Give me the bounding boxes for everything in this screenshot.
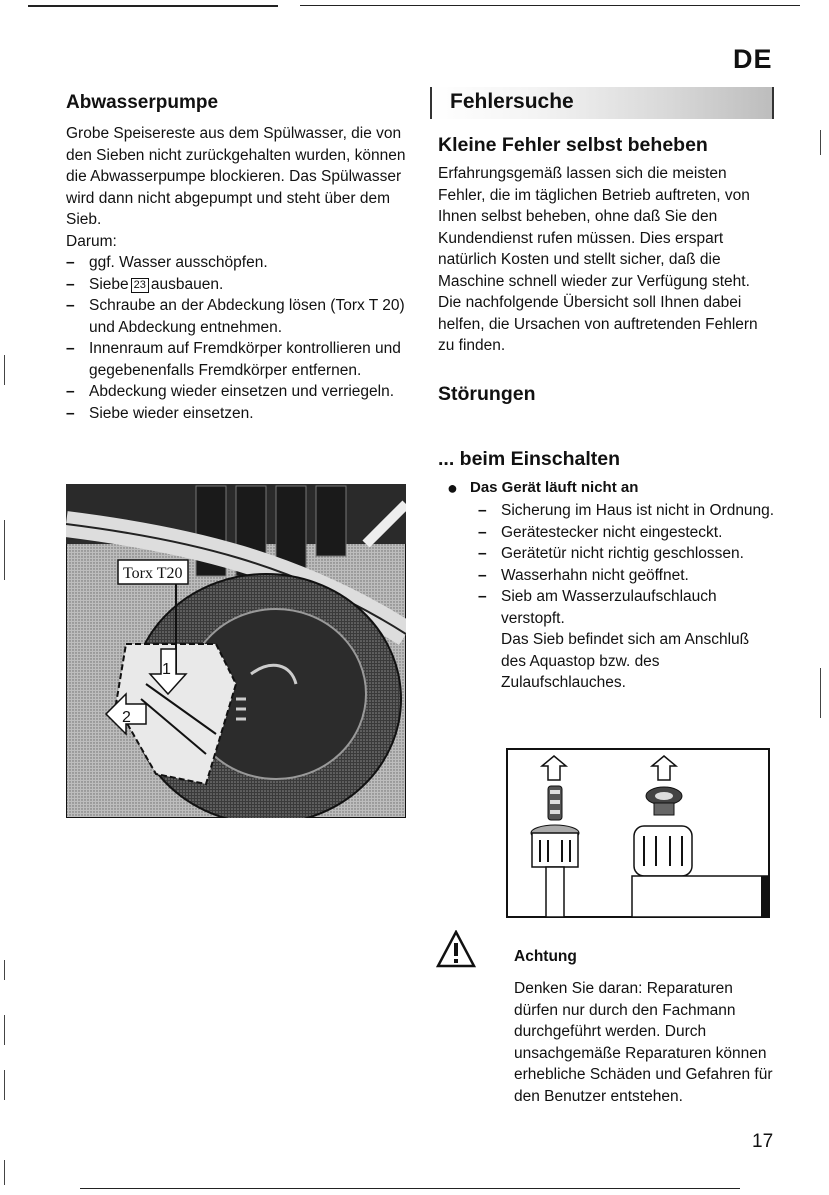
cause-list-container [478, 500, 778, 694]
margin-mark [820, 130, 821, 155]
margin-mark [820, 668, 821, 718]
list-item: – Abdeckung wieder einsetzen und verriegeln. [66, 381, 411, 403]
margin-mark [4, 1015, 5, 1045]
margin-mark [4, 520, 5, 580]
list-item: – Siebe wieder einsetzen. [66, 403, 411, 425]
intro-paragraph-right: Erfahrungsgemäß lassen sich die meisten Fehler, die im täglichen Betrieb auftreten, von Ihnen selbst beheben, ohne daß Sie den Kundendienst rufen müssen. Dies erspart natürlich Kosten und stellt sicher, daß die Maschine schnell wieder zur Verfügung steht. Die nachfolgende Übersicht soll Ihnen dabei helfen, die Ursachen von auftretenden Fehlern zu finden. [438, 165, 758, 354]
language-code: DE [733, 44, 773, 74]
list-item: – Gerätetür nicht richtig geschlossen. [478, 543, 778, 565]
list-item: – Gerätestecker nicht eingesteckt. [478, 522, 778, 544]
heading-stoerungen: Störungen [438, 383, 536, 405]
list-item: – Schraube an der Abdeckung lösen (Torx T 20) und Abdeckung entnehmen. [66, 295, 411, 338]
bottom-rule [80, 1188, 740, 1189]
section-title-fehlersuche: Fehlersuche [450, 90, 574, 113]
warning-title: Achtung [514, 948, 577, 965]
pump-figure-svg [66, 484, 406, 818]
hose-filter-illustration [506, 748, 770, 918]
pump-cover-illustration [66, 484, 406, 818]
darum-label: Darum: [66, 232, 117, 250]
list-item [66, 274, 411, 296]
list-item [478, 586, 778, 694]
list-item: – Innenraum auf Fremdkörper kontrollieren und gegebenenfalls Fremdkörper entfernen. [66, 338, 411, 381]
cause-list [478, 500, 778, 694]
fault-title: Das Gerät läuft nicht an [470, 479, 639, 496]
bullet-dot: ● [447, 478, 458, 498]
label-torx: Torx T20 [123, 565, 183, 582]
hose-figure-svg [506, 748, 770, 918]
top-rule [300, 5, 800, 6]
step-list [66, 252, 411, 424]
reference-box: 23 [131, 278, 149, 293]
step-text: Siebe [89, 275, 129, 293]
sieb-location-note: Das Sieb befindet sich am Anschluß des Aquastop bzw. des Zulaufschlauches. [501, 631, 750, 691]
step-text: ausbauen. [150, 275, 224, 293]
intro-paragraph: Grobe Speisereste aus dem Spülwasser, die von den Sieben nicht zurückgehalten wurden, können die Abwasserpumpe blockieren. Das Spülwasser wird dann nicht abgepumpt und steht über dem Sieb. [66, 125, 406, 228]
heading-kleine-fehler: Kleine Fehler selbst beheben [438, 134, 708, 156]
section-title-abwasserpumpe: Abwasserpumpe [66, 92, 219, 113]
warning-triangle-icon [436, 930, 476, 968]
cause-text: Sieb am Wasserzulaufschlauch verstopft. [501, 588, 717, 627]
margin-mark [4, 1160, 5, 1185]
margin-mark [4, 960, 5, 980]
list-item: – ggf. Wasser ausschöpfen. [66, 252, 411, 274]
margin-mark [4, 1070, 5, 1100]
page-number: 17 [752, 1131, 774, 1152]
list-item: – Wasserhahn nicht geöffnet. [478, 565, 778, 587]
list-item: – Sicherung im Haus ist nicht in Ordnung. [478, 500, 778, 522]
top-rule [28, 5, 278, 7]
warning-text: Denken Sie daran: Reparaturen dürfen nur durch den Fachmann durchgeführt werden. Durch unsachgemäße Reparaturen können erhebliche Schäden und Gefahren für den Benutzer entstehen. [514, 980, 773, 1105]
margin-mark [4, 355, 5, 385]
label-step-1: 1 [162, 661, 171, 678]
label-step-2: 2 [122, 709, 131, 726]
left-column [66, 123, 411, 424]
heading-beim-einschalten: ... beim Einschalten [438, 448, 621, 470]
